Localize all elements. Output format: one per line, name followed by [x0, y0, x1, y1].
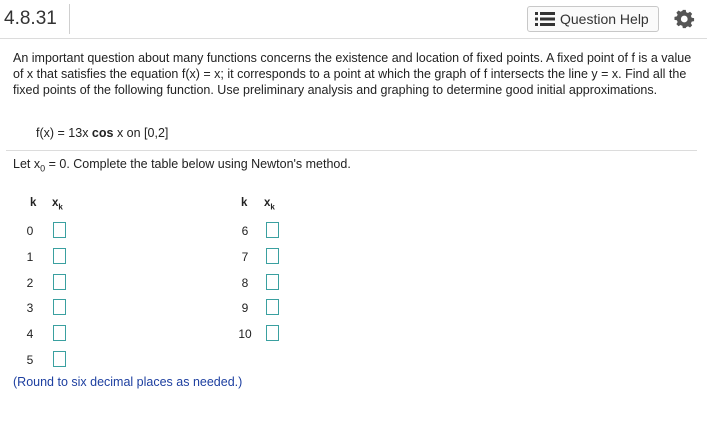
header-xk-left: [52, 197, 63, 211]
gear-icon[interactable]: [673, 8, 695, 30]
row-k-10: 10: [238, 327, 252, 341]
instruction-subscript: 0: [40, 163, 46, 174]
row-k-8: 8: [241, 276, 249, 290]
rounding-note: (Round to six decimal places as needed.): [13, 375, 243, 389]
row-k-5: 5: [26, 353, 34, 367]
question-help-button[interactable]: [527, 6, 659, 32]
header-x: x: [52, 197, 59, 209]
row-k-0: 0: [26, 224, 34, 238]
answer-input-5[interactable]: [53, 351, 66, 367]
section-divider: [6, 150, 697, 151]
function-cos: cos: [91, 126, 114, 140]
header-x: x: [264, 197, 271, 209]
header-sub: k: [270, 202, 275, 212]
header-divider: [0, 38, 707, 39]
question-prompt: An important question about many functions concerns the existence and location of fixed points. A fixed point of f is a value of x that satisfies the equation f(x) = x; it corresponds to a point at which the graph of f intersects the line y = x. Find all the fixed points of the following function. Use preliminary analysis and graphing to determine good initial approximations.: [13, 51, 692, 97]
header-bar: [0, 0, 707, 38]
question-number: 4.8.31: [4, 8, 57, 29]
answer-input-6[interactable]: [266, 222, 279, 238]
answer-input-7[interactable]: [266, 248, 279, 264]
answer-input-8[interactable]: [266, 274, 279, 290]
answer-input-9[interactable]: [266, 299, 279, 315]
function-definition: [36, 126, 168, 140]
answer-input-0[interactable]: [53, 222, 66, 238]
row-k-2: 2: [26, 276, 34, 290]
answer-input-3[interactable]: [53, 299, 66, 315]
header-k-left: k: [30, 197, 37, 209]
answer-input-1[interactable]: [53, 248, 66, 264]
row-k-9: 9: [241, 301, 249, 315]
row-k-6: 6: [241, 224, 249, 238]
row-k-3: 3: [26, 301, 34, 315]
divider: [69, 4, 70, 34]
function-suffix: x on [0,2]: [113, 126, 169, 140]
answer-input-2[interactable]: [53, 274, 66, 290]
answer-input-4[interactable]: [53, 325, 66, 341]
header-k-right: k: [241, 197, 248, 209]
function-prefix: f(x) = 13x: [36, 126, 92, 140]
list-icon: [535, 12, 555, 26]
row-k-4: 4: [26, 327, 34, 341]
newton-instruction: [13, 157, 351, 174]
answer-input-10[interactable]: [266, 325, 279, 341]
instruction-text-b: = 0. Complete the table below using Newton's method.: [45, 157, 351, 171]
row-k-7: 7: [241, 250, 249, 264]
header-xk-right: [264, 197, 275, 211]
question-help-label: Question Help: [560, 11, 649, 27]
header-sub: k: [58, 202, 63, 212]
row-k-1: 1: [26, 250, 34, 264]
instruction-text-a: Let x: [13, 157, 41, 171]
